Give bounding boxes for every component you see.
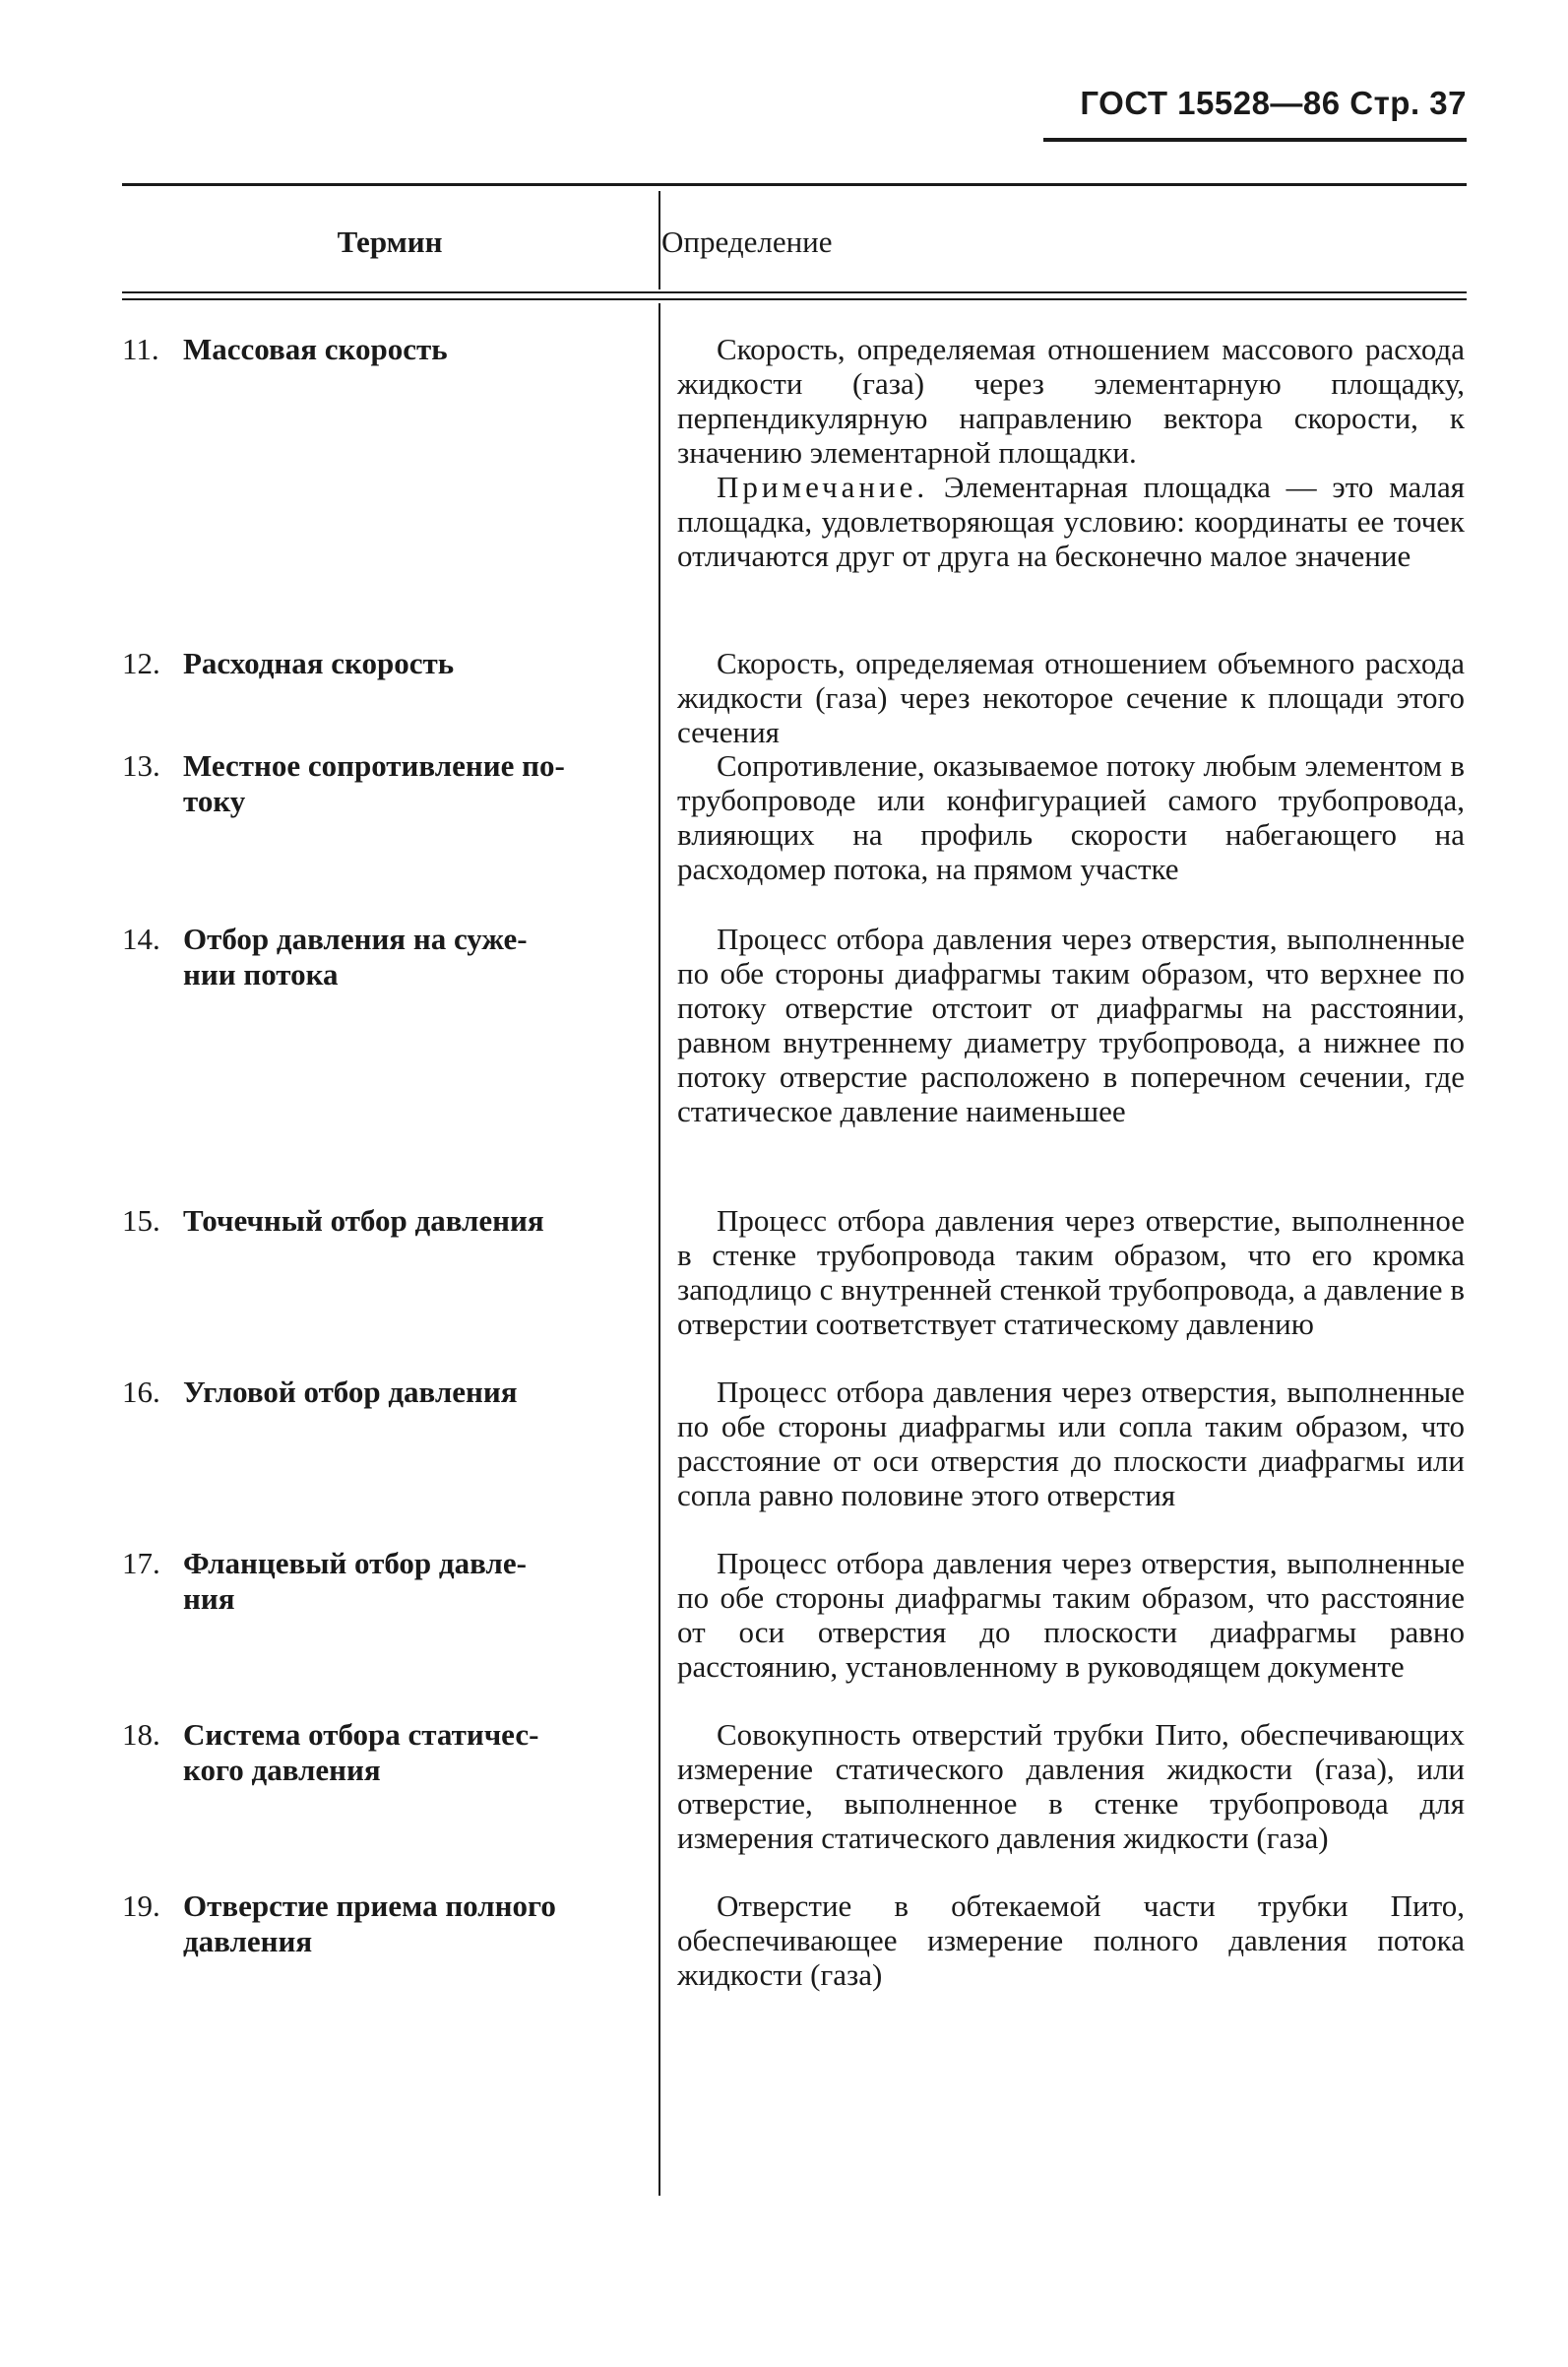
term-text-continued: давления xyxy=(183,1924,313,1958)
definition-text: Совокупность отверстий трубки Пито, обеспечивающих измерение статического давления жидкости (газа), или отверстие, выполненное в стенке трубопровода для измерения статического давления жидкости (газа) xyxy=(677,1717,1465,1855)
definition-cell xyxy=(677,1375,1465,1512)
term-text-continued: нии потока xyxy=(183,957,339,992)
term-cell xyxy=(122,1888,634,1959)
definition-cell xyxy=(677,922,1465,1128)
term-cell xyxy=(122,1375,634,1410)
table-top-rule xyxy=(122,183,1467,186)
definition-note xyxy=(677,470,1465,573)
term-text: Массовая скорость xyxy=(183,332,448,366)
term-cell xyxy=(122,922,634,992)
column-divider-header xyxy=(659,191,660,289)
term-number: 17. xyxy=(122,1546,160,1580)
column-header-term: Термин xyxy=(337,224,443,259)
term-text: Фланцевый отбор давле- xyxy=(183,1546,527,1580)
term-cell xyxy=(122,1546,634,1617)
term-number: 14. xyxy=(122,922,160,956)
definition-cell xyxy=(677,1888,1465,1992)
definition-text: Процесс отбора давления через отверстия, выполненные по обе стороны диафрагмы таким образом, что верхнее по потоку отверстие отстоит от диафрагмы на расстоянии, равном внутреннему диаметру трубопровода, а нижнее по потоку отверстие расположено в поперечном сечении, где статическое давление наименьшее xyxy=(677,922,1465,1128)
term-text-continued: ния xyxy=(183,1581,235,1616)
term-text-continued: току xyxy=(183,784,246,818)
term-number: 15. xyxy=(122,1203,160,1238)
definition-text: Процесс отбора давления через отверстия, выполненные по обе стороны диафрагмы таким образом, что расстояние от оси отверстия до плоскости диафрагмы равно расстоянию, установленному в руководящем документе xyxy=(677,1546,1465,1684)
definition-text: Скорость, определяемая отношением массового расхода жидкости (газа) через элементарную площадку, перпендикулярную направлению вектора скорости, к значению элементарной площадки. xyxy=(677,332,1465,470)
definition-text: Скорость, определяемая отношением объемного расхода жидкости (газа) через некоторое сечение к площади этого сечения xyxy=(677,646,1465,749)
definition-text: Сопротивление, оказываемое потоку любым элементом в трубопроводе или конфигурацией самого трубопровода, влияющих на профиль скорости набегающего на расходомер потока, на прямом участке xyxy=(677,748,1465,886)
term-number: 19. xyxy=(122,1888,160,1923)
note-text: Элементарная площадка — это малая площадка, удовлетворяющая условию: координаты ее точек отличаются друг от друга на бесконечно малое значение xyxy=(677,470,1465,573)
page-label: Стр. 37 xyxy=(1349,85,1467,121)
term-text-continued: кого давления xyxy=(183,1753,381,1787)
term-number: 18. xyxy=(122,1717,160,1752)
definition-cell xyxy=(677,748,1465,886)
definition-text: Отверстие в обтекаемой части трубки Пито, обеспечивающее измерение полного давления потока жидкости (газа) xyxy=(677,1888,1465,1992)
term-text: Отверстие приема полного xyxy=(183,1888,556,1923)
term-text: Угловой отбор давления xyxy=(183,1375,518,1409)
term-text: Местное сопротивление по- xyxy=(183,748,565,783)
term-cell xyxy=(122,1717,634,1788)
definition-text: Процесс отбора давления через отверстие, выполненное в стенке трубопровода таким образом, что его кромка заподлицо с внутренней стенкой трубопровода, а давление в отверстии соответствует статическому давлению xyxy=(677,1203,1465,1341)
term-cell xyxy=(122,332,634,367)
term-text: Расходная скорость xyxy=(183,646,455,680)
header-double-rule-top xyxy=(122,291,1467,293)
note-label: Примечание. xyxy=(717,470,929,504)
term-text: Отбор давления на суже- xyxy=(183,922,528,956)
term-cell xyxy=(122,646,634,681)
definition-cell xyxy=(677,332,1465,573)
header-double-rule-bottom xyxy=(122,298,1467,300)
term-cell xyxy=(122,748,634,819)
term-number: 16. xyxy=(122,1375,160,1409)
column-header-definition: Определение xyxy=(661,224,833,259)
page-header xyxy=(984,85,1467,122)
term-text: Точечный отбор давления xyxy=(183,1203,544,1238)
term-number: 13. xyxy=(122,748,160,783)
term-number: 11. xyxy=(122,332,159,366)
definition-cell xyxy=(677,1546,1465,1684)
column-divider-body xyxy=(659,303,660,2196)
document-code: ГОСТ 15528—86 xyxy=(1080,85,1341,121)
term-number: 12. xyxy=(122,646,160,680)
definition-cell xyxy=(677,1717,1465,1855)
definition-cell xyxy=(677,646,1465,749)
definition-text: Процесс отбора давления через отверстия, выполненные по обе стороны диафрагмы или сопла таким образом, что расстояние от оси отверстия до плоскости диафрагмы или сопла равно половине этого отверстия xyxy=(677,1375,1465,1512)
term-cell xyxy=(122,1203,634,1239)
term-text: Система отбора статичес- xyxy=(183,1717,539,1752)
definition-cell xyxy=(677,1203,1465,1341)
header-rule xyxy=(1043,138,1467,142)
